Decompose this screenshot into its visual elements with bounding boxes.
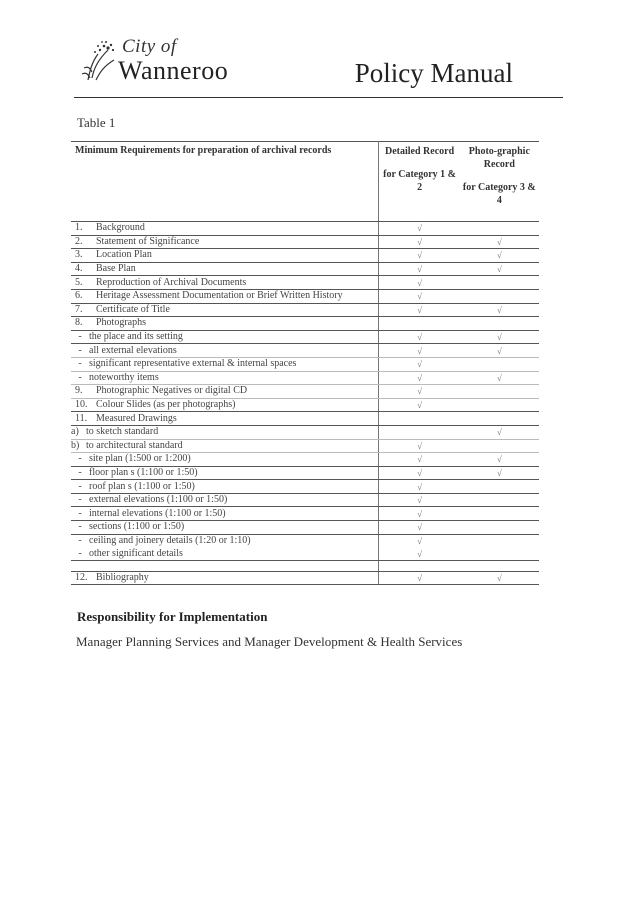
detailed-record-check <box>379 317 460 331</box>
header-requirements: Minimum Requirements for preparation of archival records <box>71 142 379 222</box>
detailed-record-check: √ <box>379 571 460 585</box>
item-label: Reproduction of Archival Documents <box>96 276 247 288</box>
requirement-cell <box>71 357 379 371</box>
item-label: internal elevations (1:100 or 1:50) <box>89 507 226 519</box>
table-row <box>71 453 539 467</box>
item-label: roof plan s (1:100 or 1:50) <box>89 480 195 492</box>
spacer-cell <box>71 560 379 571</box>
detailed-record-check: √ <box>379 289 460 303</box>
detailed-record-check: √ <box>379 398 460 412</box>
item-number: a) <box>71 426 79 438</box>
table-row <box>71 344 539 358</box>
item-number: 11. <box>75 412 88 424</box>
table-row <box>71 317 539 331</box>
detailed-record-check: √ <box>379 303 460 317</box>
requirement-cell <box>71 330 379 344</box>
requirement-cell <box>71 344 379 358</box>
bullet-dash: - <box>78 466 82 478</box>
item-label: Background <box>96 222 145 234</box>
requirement-cell <box>71 507 379 521</box>
bullet-dash: - <box>78 494 82 506</box>
bullet-dash: - <box>78 507 82 519</box>
item-label: Certificate of Title <box>96 303 170 315</box>
table-row <box>71 276 539 290</box>
detailed-record-check: √ <box>379 330 460 344</box>
table-row <box>71 385 539 399</box>
photographic-record-check <box>460 289 539 303</box>
item-number: 10. <box>75 399 88 411</box>
item-label: significant representative external & internal spaces <box>89 358 297 370</box>
table-row <box>71 439 539 453</box>
table-row <box>71 493 539 507</box>
detailed-record-check: √ <box>379 521 460 535</box>
table-row <box>71 371 539 385</box>
item-label: the place and its setting <box>89 331 183 343</box>
responsibility-text: Manager Planning Services and Manager Development & Health Services <box>76 634 463 649</box>
item-label: Location Plan <box>96 249 152 261</box>
bullet-dash: - <box>78 547 82 559</box>
detailed-record-check: √ <box>379 453 460 467</box>
table-row <box>71 249 539 263</box>
photographic-record-check <box>460 534 539 547</box>
item-label: sections (1:100 or 1:50) <box>89 521 185 533</box>
detailed-record-check: √ <box>379 276 460 290</box>
photographic-record-check: √ <box>460 303 539 317</box>
photographic-record-check <box>460 317 539 331</box>
header-photographic-record-sub: for Category 3 & 4 <box>462 182 536 206</box>
table-row <box>71 330 539 344</box>
detailed-record-check: √ <box>379 547 460 560</box>
table-row <box>71 466 539 480</box>
requirement-cell <box>71 262 379 276</box>
table-row <box>71 480 539 494</box>
detailed-record-check: √ <box>379 439 460 453</box>
bullet-dash: - <box>78 371 82 383</box>
item-label: Heritage Assessment Documentation or Brief Written History <box>96 290 343 302</box>
photographic-record-check: √ <box>460 425 539 439</box>
detailed-record-check: √ <box>379 507 460 521</box>
item-number: 9. <box>75 385 83 397</box>
detailed-record-check: √ <box>379 371 460 385</box>
item-number: 12. <box>75 572 88 584</box>
bullet-dash: - <box>78 521 82 533</box>
spacer-cell <box>379 560 460 571</box>
table-row <box>71 507 539 521</box>
item-number: 5. <box>75 276 83 288</box>
detailed-record-check: √ <box>379 222 460 236</box>
table-row <box>71 357 539 371</box>
item-label: to architectural standard <box>86 439 183 451</box>
detailed-record-check: √ <box>379 480 460 494</box>
item-label: Measured Drawings <box>96 412 177 424</box>
detailed-record-check: √ <box>379 493 460 507</box>
item-number: 2. <box>75 235 83 247</box>
item-label: site plan (1:500 or 1:200) <box>89 453 191 465</box>
item-number: 1. <box>75 222 83 234</box>
requirement-cell <box>71 289 379 303</box>
photographic-record-check <box>460 398 539 412</box>
logo-city-text: City of <box>122 36 177 57</box>
table-row <box>71 412 539 426</box>
photographic-record-check <box>460 493 539 507</box>
detailed-record-check: √ <box>379 249 460 263</box>
item-number: 8. <box>75 317 83 329</box>
photographic-record-check <box>460 222 539 236</box>
photographic-record-check: √ <box>460 249 539 263</box>
page-title: Policy Manual <box>354 58 513 88</box>
item-label: Bibliography <box>96 572 149 584</box>
requirement-cell <box>71 493 379 507</box>
requirement-cell <box>71 249 379 263</box>
requirement-cell <box>71 385 379 399</box>
item-label: external elevations (1:100 or 1:50) <box>89 494 228 506</box>
photographic-record-check: √ <box>460 235 539 249</box>
responsibility-heading: Responsibility for Implementation <box>77 609 268 624</box>
header-photographic-record-title: Photo-graphic Record <box>468 146 530 170</box>
item-label: to sketch standard <box>86 426 159 438</box>
header-detailed-record-sub: for Category 1 & 2 <box>383 169 456 193</box>
flower-logo-icon <box>78 38 118 82</box>
bullet-dash: - <box>78 480 82 492</box>
requirement-cell <box>71 453 379 467</box>
table-row <box>71 534 539 547</box>
header-detailed-record-title: Detailed Record <box>384 146 455 157</box>
bullet-dash: - <box>78 331 82 343</box>
requirement-cell <box>71 371 379 385</box>
detailed-record-check: √ <box>379 466 460 480</box>
requirement-cell <box>71 547 379 560</box>
table-row <box>71 425 539 439</box>
photographic-record-check <box>460 276 539 290</box>
item-label: all external elevations <box>89 344 177 356</box>
requirement-cell <box>71 571 379 585</box>
item-number: 3. <box>75 249 83 261</box>
item-label: noteworthy items <box>89 371 159 383</box>
logo-name-text: Wanneroo <box>118 56 229 85</box>
item-number: 4. <box>75 263 83 275</box>
detailed-record-check <box>379 412 460 426</box>
requirement-cell <box>71 412 379 426</box>
header-detailed-record <box>379 142 460 222</box>
photographic-record-check <box>460 439 539 453</box>
detailed-record-check: √ <box>379 357 460 371</box>
requirement-cell <box>71 534 379 547</box>
table-row <box>71 571 539 585</box>
photographic-record-check: √ <box>460 344 539 358</box>
table-row <box>71 303 539 317</box>
detailed-record-check <box>379 425 460 439</box>
photographic-record-check <box>460 357 539 371</box>
bullet-dash: - <box>78 344 82 356</box>
detailed-record-check: √ <box>379 235 460 249</box>
photographic-record-check: √ <box>460 262 539 276</box>
table-row <box>71 289 539 303</box>
spacer-cell <box>460 560 539 571</box>
requirement-cell <box>71 235 379 249</box>
photographic-record-check: √ <box>460 330 539 344</box>
detailed-record-check: √ <box>417 535 423 546</box>
requirement-cell <box>71 439 379 453</box>
photographic-record-check: √ <box>460 466 539 480</box>
detailed-record-check: √ <box>379 385 460 399</box>
requirement-cell <box>71 480 379 494</box>
photographic-record-check: √ <box>460 571 539 585</box>
bullet-dash: - <box>78 453 82 465</box>
item-label: Photographic Negatives or digital CD <box>96 385 248 397</box>
header-photographic-record <box>460 142 539 222</box>
table-row <box>71 222 539 236</box>
requirement-cell <box>71 276 379 290</box>
bullet-dash: - <box>78 534 82 546</box>
photographic-record-check <box>460 507 539 521</box>
item-label: Colour Slides (as per photographs) <box>96 399 236 411</box>
item-number: 6. <box>75 290 83 302</box>
table-row <box>71 547 539 560</box>
table-row <box>71 235 539 249</box>
detailed-record-check: √ <box>379 344 460 358</box>
photographic-record-check: √ <box>460 371 539 385</box>
table-spacer-row <box>71 560 539 571</box>
item-label: other significant details <box>89 547 183 559</box>
table-row <box>71 398 539 412</box>
requirement-cell <box>71 398 379 412</box>
photographic-record-check: √ <box>460 453 539 467</box>
header-divider <box>74 97 563 98</box>
photographic-record-check <box>460 480 539 494</box>
item-label: Statement of Significance <box>96 235 200 247</box>
city-logo <box>78 36 268 86</box>
photographic-record-check <box>460 521 539 535</box>
requirement-cell <box>71 303 379 317</box>
requirements-table <box>71 141 539 585</box>
requirement-cell <box>71 521 379 535</box>
item-number: b) <box>71 439 80 451</box>
photographic-record-check <box>460 385 539 399</box>
requirement-cell <box>71 425 379 439</box>
photographic-record-check <box>460 547 539 560</box>
item-label: ceiling and joinery details (1:20 or 1:10) <box>89 534 251 546</box>
table-row <box>71 521 539 535</box>
table-caption: Table 1 <box>77 115 116 130</box>
requirement-cell <box>71 317 379 331</box>
detailed-record-check: √ <box>379 262 460 276</box>
item-label: floor plan s (1:100 or 1:50) <box>89 466 198 478</box>
photographic-record-check <box>460 412 539 426</box>
table-row <box>71 262 539 276</box>
item-label: Photographs <box>96 317 146 329</box>
table-header-row <box>71 142 539 222</box>
requirement-cell <box>71 466 379 480</box>
bullet-dash: - <box>78 358 82 370</box>
item-number: 7. <box>75 303 83 315</box>
item-label: Base Plan <box>96 263 136 275</box>
requirement-cell <box>71 222 379 236</box>
